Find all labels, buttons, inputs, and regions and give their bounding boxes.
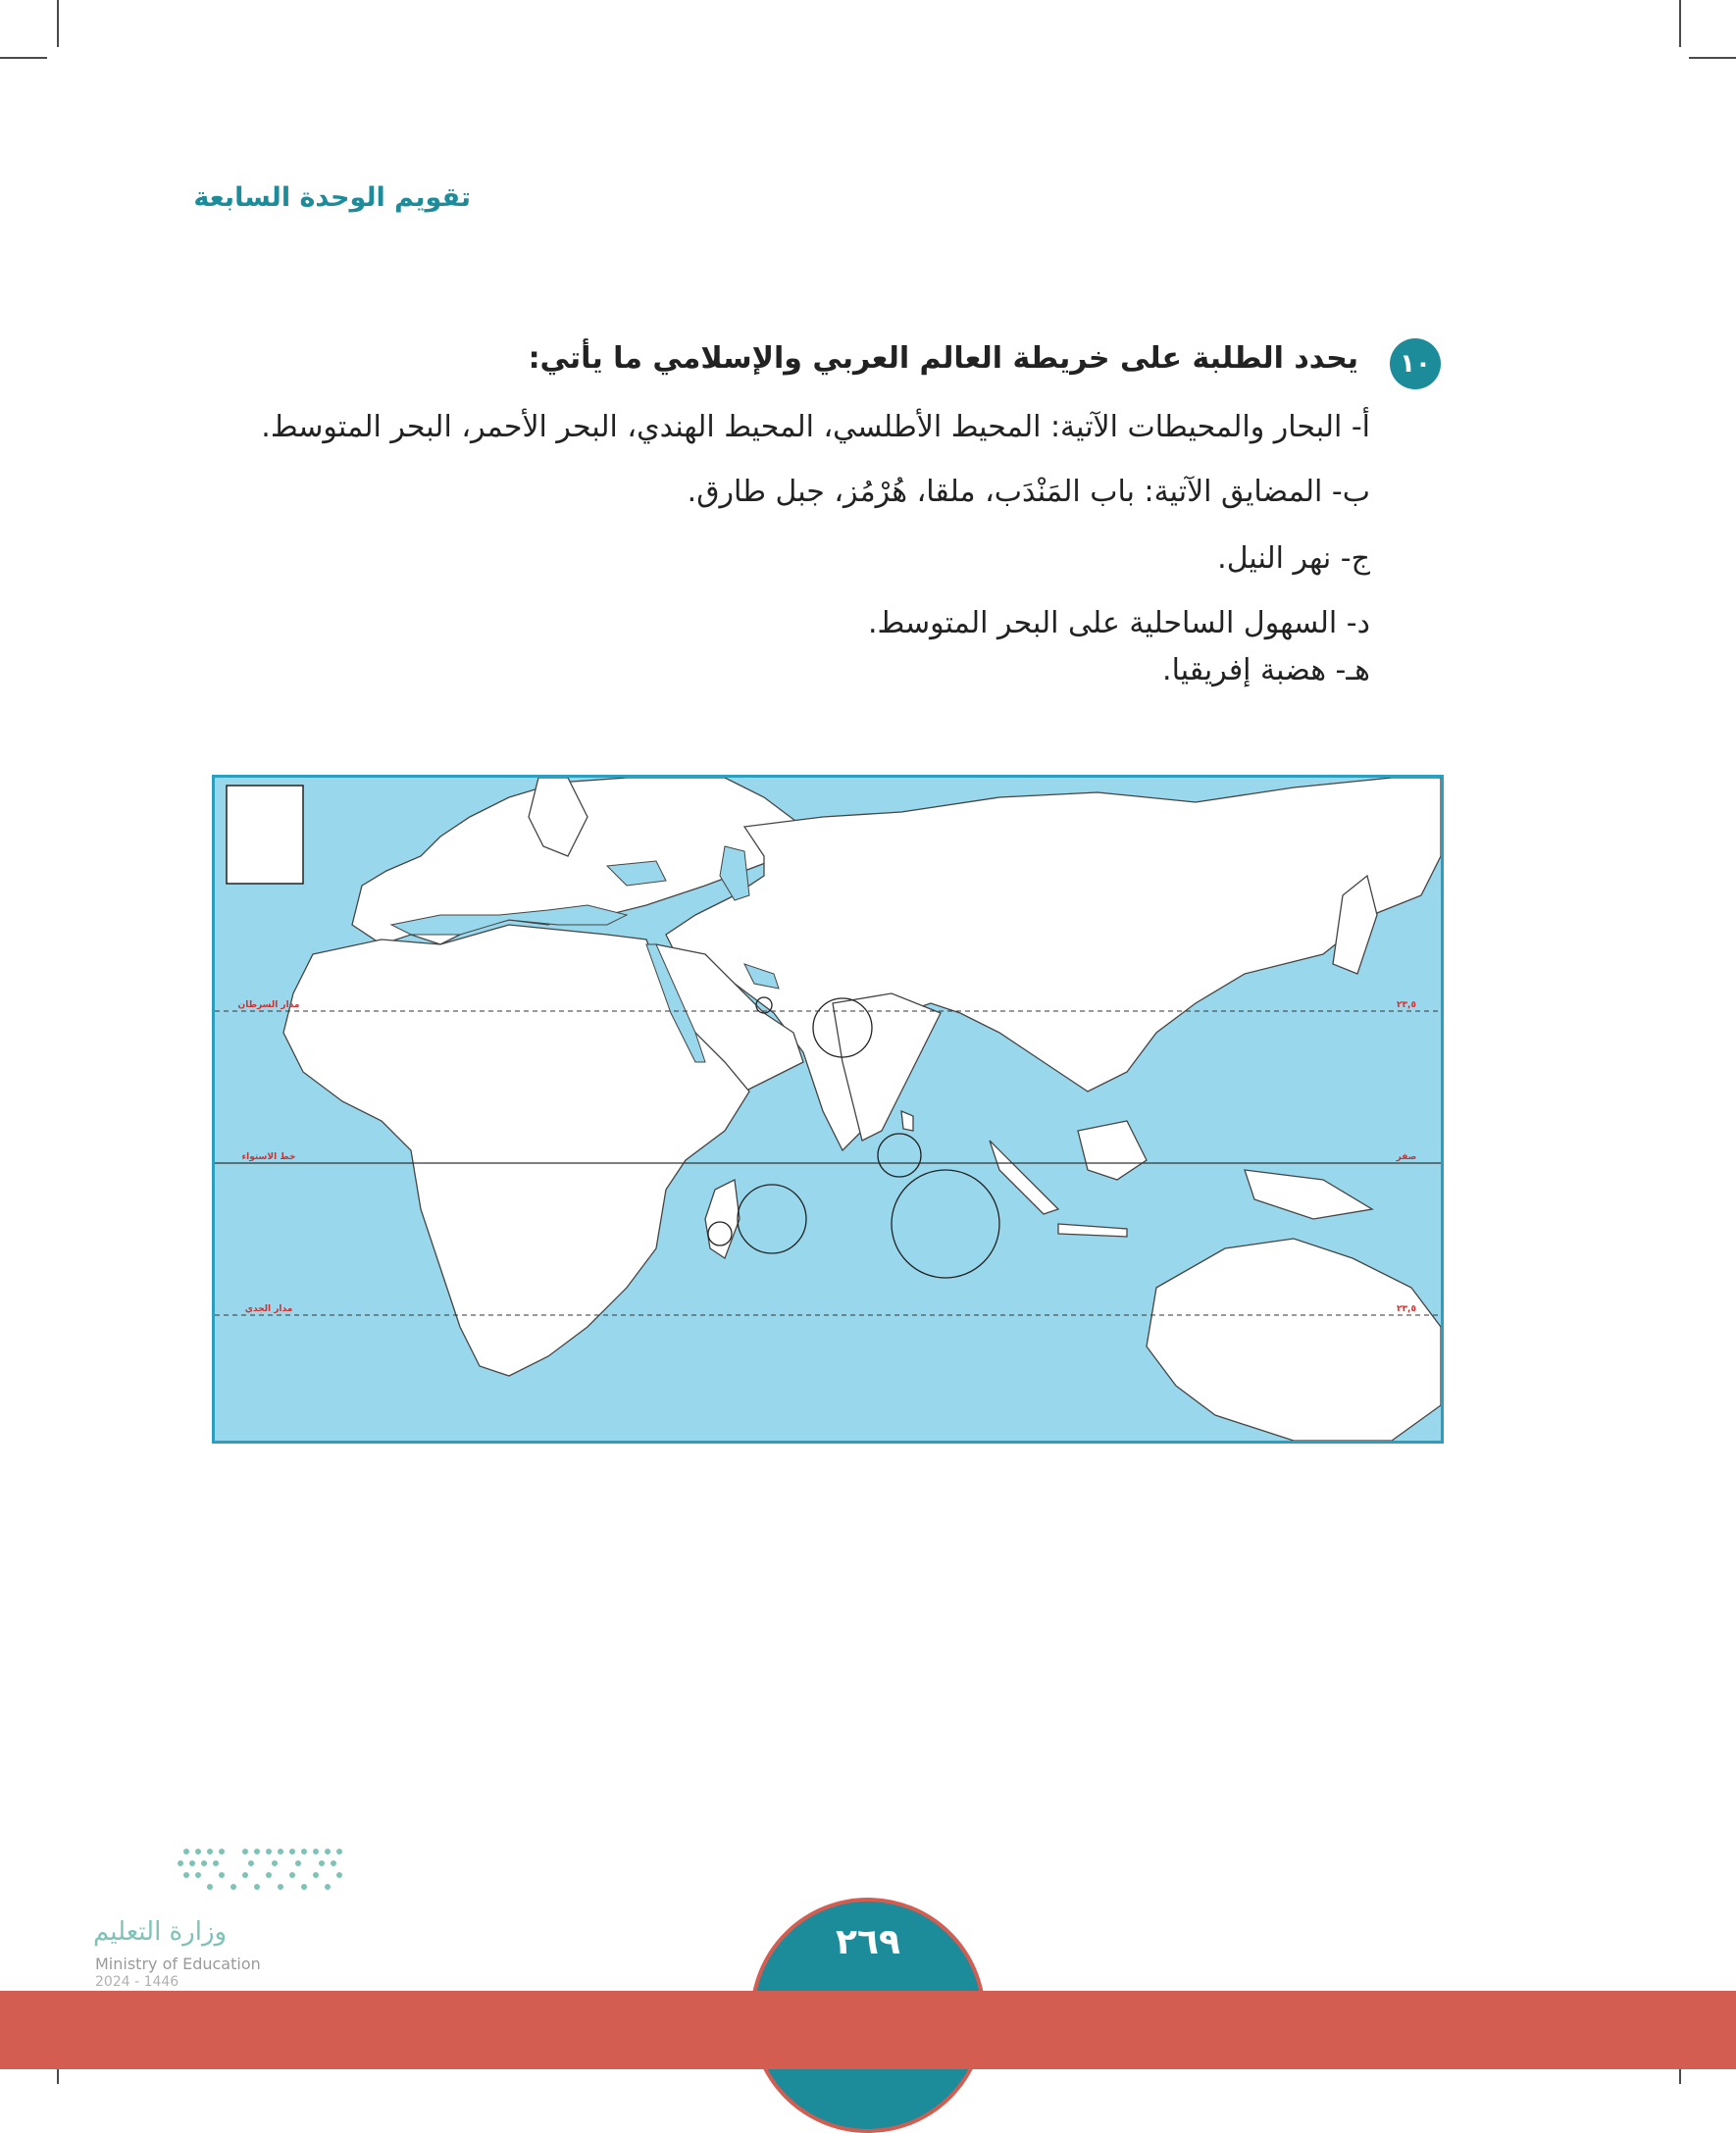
crop-mark	[57, 0, 59, 47]
question-title: يحدد الطلبة على خريطة العالم العربي والإسلامي ما يأتي:	[528, 341, 1358, 376]
footer-band	[0, 1991, 1736, 2069]
crop-mark	[0, 57, 47, 59]
tropic-of-capricorn-value: ٢٣,٥	[1397, 1304, 1416, 1314]
equator-label: خط الاستواء	[241, 1152, 296, 1162]
ministry-logo-dots	[93, 1844, 348, 1903]
ministry-year: 2024 - 1446	[95, 1974, 179, 1990]
equator-value: صفر	[1396, 1152, 1417, 1162]
question-item-e: هـ- هضبة إفريقيا.	[1162, 653, 1370, 687]
question-item-b: ب- المضايق الآتية: باب المَنْدَب، ملقا، هُرْمُز، جبل طارق.	[687, 475, 1370, 509]
question-item-c: ج- نهر النيل.	[1217, 541, 1370, 576]
unit-title: تقويم الوحدة السابعة	[193, 182, 471, 213]
tropic-of-capricorn-label: مدار الجدي	[244, 1304, 293, 1314]
ministry-name-english: Ministry of Education	[95, 1955, 261, 1973]
tropic-of-cancer-value: ٢٣,٥	[1397, 1000, 1416, 1010]
crop-mark	[1689, 57, 1736, 59]
page-number: ٢٦٩	[836, 1922, 900, 1962]
tropic-of-cancer-label: مدار السرطان	[237, 1000, 300, 1010]
question-number-badge: ١٠	[1390, 338, 1441, 389]
arab-islamic-world-map	[212, 775, 1444, 1444]
question-item-a: أ- البحار والمحيطات الآتية: المحيط الأطلسي، المحيط الهندي، البحر الأحمر، البحر المتوسط.	[261, 410, 1370, 444]
map-svg	[215, 778, 1441, 1441]
map-inset-box	[227, 786, 303, 884]
question-item-d: د- السهول الساحلية على البحر المتوسط.	[867, 606, 1370, 640]
ministry-name-arabic: وزارة التعليم	[93, 1917, 228, 1947]
crop-mark	[1679, 0, 1681, 47]
